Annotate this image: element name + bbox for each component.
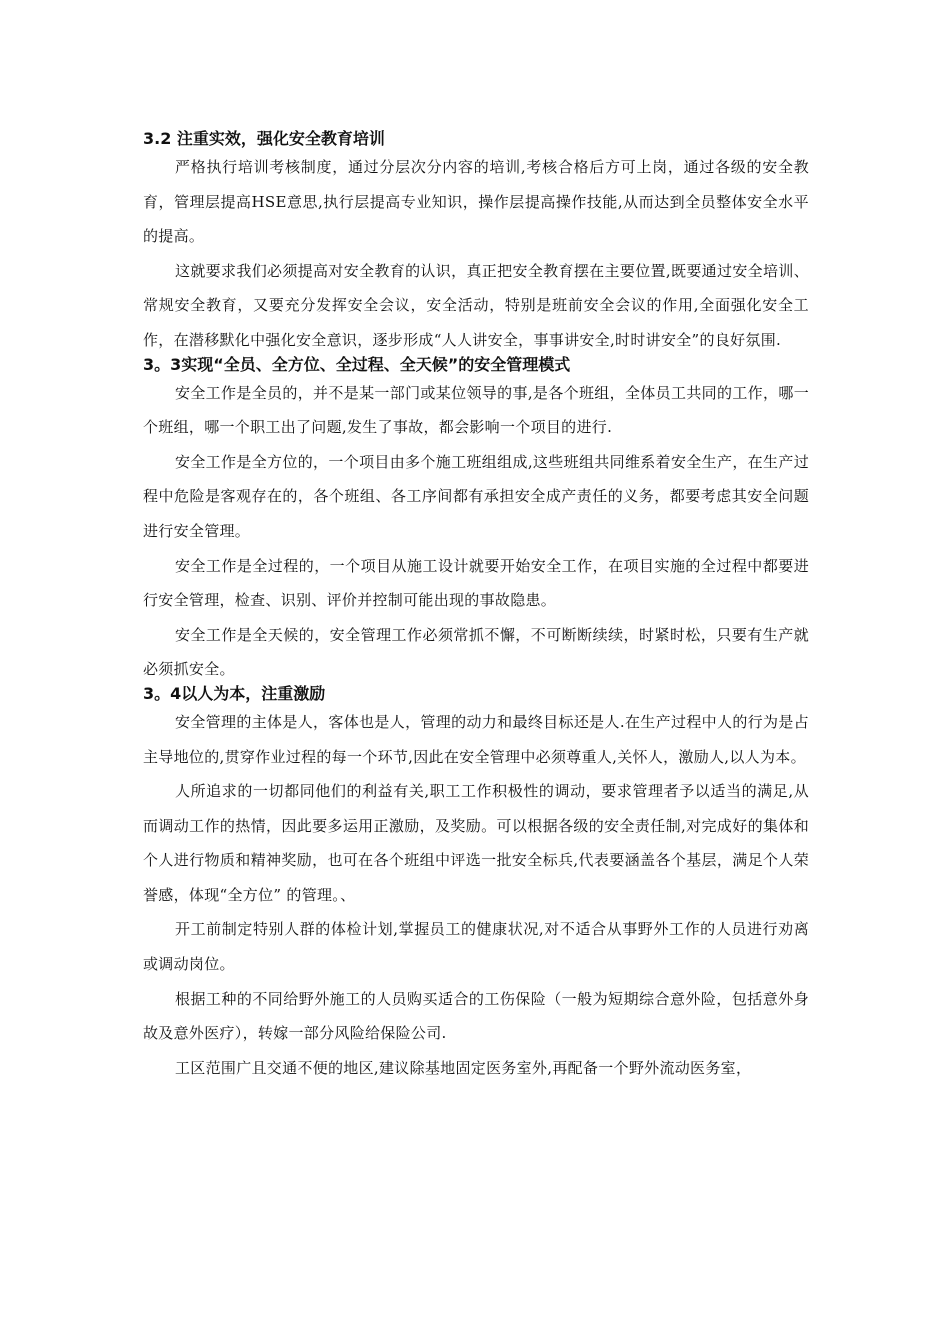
document-body	[143, 126, 809, 1085]
paragraph: 这就要求我们必须提高对安全教育的认识，真正把安全教育摆在主要位置,既要通过安全培训、常规安全教育，又要充分发挥安全会议，安全活动，特别是班前安全会议的作用,全面强化安全工作，在潜移默化中强化安全意识，逐步形成“人人讲安全，事事讲安全,时时讲安全”的良好氛围.	[143, 261, 809, 349]
paragraph: 开工前制定特别人群的体检计划,掌握员工的健康状况,对不适合从事野外工作的人员进行劝离或调动岗位。	[143, 920, 809, 974]
paragraph: 安全管理的主体是人，客体也是人，管理的动力和最终目标还是人.在生产过程中人的行为是占主导地位的,贯穿作业过程的每一个环节,因此在安全管理中必须尊重人,关怀人，激励人,以人为本。	[143, 712, 809, 766]
paragraph: 根据工种的不同给野外施工的人员购买适合的工伤保险（一般为短期综合意外险，包括意外身故及意外医疗），转嫁一部分风险给保险公司.	[143, 989, 809, 1043]
section-heading-3-4: 3。4以人为本，注重激励	[143, 683, 326, 703]
paragraph: 严格执行培训考核制度，通过分层次分内容的培训,考核合格后方可上岗，通过各级的安全教育，管理层提高HSE意思,执行层提高专业知识，操作层提高操作技能,从而达到全员整体安全水平的提高。	[143, 158, 809, 246]
paragraph: 人所追求的一切都同他们的利益有关,职工工作积极性的调动，要求管理者予以适当的满足,从而调动工作的热情，因此要多运用正激励，及奖励。可以根据各级的安全责任制,对完成好的集体和个人进行物质和精神奖励，也可在各个班组中评选一批安全标兵,代表要涵盖各个基层，满足个人荣誉感，体现“全方位” 的管理。、	[143, 782, 809, 904]
section-heading-3-3: 3。3实现“全员、全方位、全过程、全天候”的安全管理模式	[143, 354, 571, 374]
paragraph: 安全工作是全过程的，一个项目从施工设计就要开始安全工作，在项目实施的全过程中都要进行安全管理，检查、识别、评价并控制可能出现的事故隐患。	[143, 556, 809, 610]
paragraph: 工区范围广且交通不便的地区,建议除基地固定医务室外,再配备一个野外流动医务室，	[175, 1058, 752, 1077]
paragraph: 安全工作是全员的，并不是某一部门或某位领导的事,是各个班组，全体员工共同的工作，哪一个班组，哪一个职工出了问题,发生了事故，都会影响一个项目的进行.	[143, 383, 809, 437]
paragraph: 安全工作是全天候的，安全管理工作必须常抓不懈，不可断断续续，时紧时松，只要有生产就必须抓安全。	[143, 625, 809, 679]
paragraph: 安全工作是全方位的，一个项目由多个施工班组组成,这些班组共同维系着安全生产，在生产过程中危险是客观存在的，各个班组、各工序间都有承担安全成产责任的义务，都要考虑其安全问题进行安全管理。	[143, 452, 809, 540]
section-heading-3-2: 3.2 注重实效，强化安全教育培训	[143, 129, 385, 148]
